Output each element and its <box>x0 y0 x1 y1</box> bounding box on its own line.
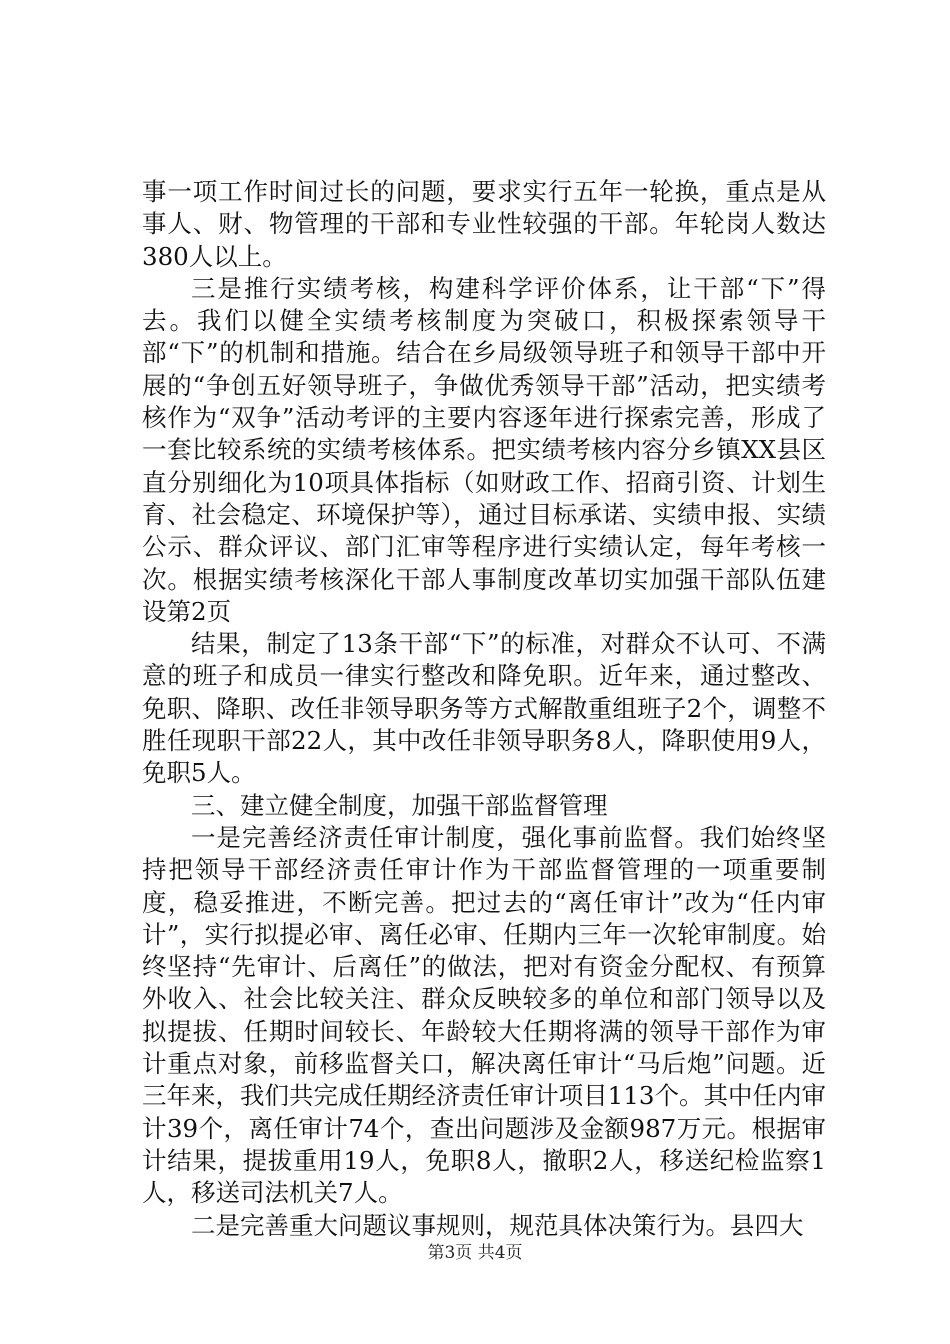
page-number: 第3页 共4页 <box>427 1243 523 1263</box>
page-footer <box>0 1238 950 1263</box>
section-heading: 三、建立健全制度，加强干部监督管理 <box>191 790 608 820</box>
paragraph-3: 结果，制定了13条干部“下”的标准，对群众不认可、不满意的班子和成员一律实行整改和降免职。近年来，通过整改、免职、降职、改任非领导职务等方式解散重组班子2个，调整不胜任现职干部22人，其中改任非领导职务8人，降职使用9人，免职5人。 <box>142 629 826 788</box>
paragraph-2: 三是推行实绩考核，构建科学评价体系，让干部“下”得去。我们以健全实绩考核制度为突破口，积极探索领导干部“下”的机制和措施。结合在乡局级领导班子和领导干部中开展的“争创五好领导班子，争做优秀领导干部”活动，把实绩考核作为“双争”活动考评的主要内容逐年进行探索完善，形成了一套比较系统的实绩考核体系。把实绩考核内容分乡镇XX县区直分别细化为10项具体指标（如财政工作、招商引资、计划生育、社会稳定、环境保护等），通过目标承诺、实绩申报、实绩公示、群众评议、部门汇审等程序进行实绩认定，每年考核一次。根据实绩考核深化干部人事制度改革切实加强干部队伍建设第2页 <box>142 273 826 626</box>
paragraph-1: 事一项工作时间过长的问题，要求实行五年一轮换，重点是从事人、财、物管理的干部和专业性较强的干部。年轮岗人数达380人以上。 <box>142 177 826 271</box>
paragraph-4: 一是完善经济责任审计制度，强化事前监督。我们始终坚持把领导干部经济责任审计作为干部监督管理的一项重要制度，稳妥推进，不断完善。把过去的“离任审计”改为“任内审计”，实行拟提必审、离任必审、任期内三年一次轮审制度。始终坚持“先审计、后离任”的做法，把对有资金分配权、有预算外收入、社会比较关注、群众反映较多的单位和部门领导以及拟提拔、任期时间较长、年龄较大任期将满的领导干部作为审计重点对象，前移监督关口，解决离任审计“马后炮”问题。近三年来，我们共完成任期经济责任审计项目113个。其中任内审计39个，离任审计74个，查出问题涉及金额987万元。根据审计结果，提拔重用19人，免职8人，撤职2人，移送纪检监察1人，移送司法机关7人。 <box>142 822 826 1208</box>
document-body <box>142 176 826 1242</box>
paragraph-5: 二是完善重大问题议事规则，规范具体决策行为。县四大 <box>191 1210 804 1240</box>
